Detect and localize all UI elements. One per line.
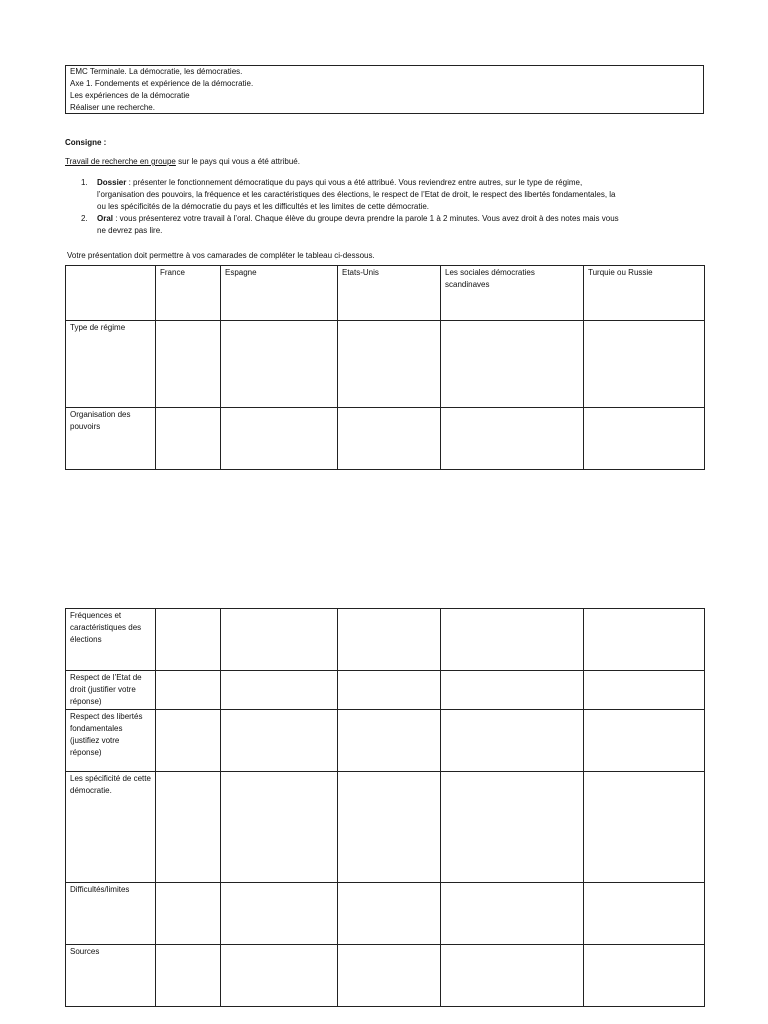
table-cell[interactable] bbox=[221, 710, 338, 772]
table-cell[interactable] bbox=[441, 945, 584, 1007]
row-label: Respect des libertés fondamentales (justifiez votre réponse) bbox=[66, 710, 156, 772]
intro-underlined: Travail de recherche en groupe bbox=[65, 157, 176, 166]
table-cell[interactable] bbox=[441, 609, 584, 671]
row-label: Difficultés/limites bbox=[66, 883, 156, 945]
table-cell[interactable] bbox=[584, 772, 705, 883]
table-cell[interactable] bbox=[441, 408, 584, 470]
table-cell[interactable] bbox=[338, 671, 441, 710]
item-line: ne devrez pas lire. bbox=[97, 226, 163, 235]
table-row bbox=[66, 671, 705, 710]
table-cell[interactable] bbox=[221, 321, 338, 408]
table-cell[interactable] bbox=[156, 710, 221, 772]
table-cell[interactable] bbox=[156, 945, 221, 1007]
table-cell[interactable] bbox=[584, 321, 705, 408]
table-cell[interactable] bbox=[441, 883, 584, 945]
table-cell[interactable] bbox=[156, 609, 221, 671]
item-line: : présenter le fonctionnement démocratique du pays qui vous a été attribué. Vous reviendrez entre autres, sur le type de régime, bbox=[126, 178, 583, 187]
consigne-label: Consigne : bbox=[65, 138, 107, 147]
table-row bbox=[66, 609, 705, 671]
header-cell: Espagne bbox=[221, 266, 338, 321]
table-row bbox=[66, 945, 705, 1007]
table-row bbox=[66, 710, 705, 772]
header-cell: Les sociales démocraties scandinaves bbox=[441, 266, 584, 321]
item-line: ou les spécificités de la démocratie du pays et les difficultés et les limites de cette démocratie. bbox=[97, 202, 430, 211]
table-cell[interactable] bbox=[584, 883, 705, 945]
intro-rest: sur le pays qui vous a été attribué. bbox=[175, 157, 300, 166]
table-cell[interactable] bbox=[338, 883, 441, 945]
table-cell[interactable] bbox=[441, 321, 584, 408]
row-label: Type de régime bbox=[66, 321, 156, 408]
table-cell[interactable] bbox=[221, 408, 338, 470]
header-line: EMC Terminale. La démocratie, les démocraties. bbox=[70, 67, 243, 76]
table-cell[interactable] bbox=[156, 321, 221, 408]
table-cell[interactable] bbox=[156, 883, 221, 945]
header-line: Les expériences de la démocratie bbox=[70, 91, 190, 100]
presentation-text: Votre présentation doit permettre à vos camarades de compléter le tableau ci-dessous. bbox=[67, 251, 375, 260]
table-cell[interactable] bbox=[221, 945, 338, 1007]
item-line: : vous présenterez votre travail à l’oral. Chaque élève du groupe devra prendre la parole 1 à 2 minutes. Vous avez droit à des notes mais vous bbox=[113, 214, 619, 223]
table-cell[interactable] bbox=[221, 883, 338, 945]
table-cell[interactable] bbox=[221, 671, 338, 710]
table-cell[interactable] bbox=[338, 772, 441, 883]
table-cell[interactable] bbox=[156, 408, 221, 470]
item-bold: Oral bbox=[97, 214, 114, 223]
list-item bbox=[81, 177, 701, 213]
table-row bbox=[66, 321, 705, 408]
table-cell[interactable] bbox=[338, 609, 441, 671]
instructions-list bbox=[81, 177, 701, 237]
table-row bbox=[66, 772, 705, 883]
intro-text bbox=[65, 156, 300, 168]
table-row bbox=[66, 883, 705, 945]
header-cell: Etats-Unis bbox=[338, 266, 441, 321]
header-box bbox=[65, 65, 704, 114]
table-header-row bbox=[66, 266, 705, 321]
row-label: Organisation des pouvoirs bbox=[66, 408, 156, 470]
table-cell[interactable] bbox=[584, 408, 705, 470]
table-cell[interactable] bbox=[584, 710, 705, 772]
row-label: Les spécificité de cette démocratie. bbox=[66, 772, 156, 883]
table-cell[interactable] bbox=[338, 321, 441, 408]
header-line: Axe 1. Fondements et expérience de la démocratie. bbox=[70, 79, 254, 88]
list-item bbox=[81, 213, 701, 237]
table-cell[interactable] bbox=[338, 408, 441, 470]
table-cell[interactable] bbox=[441, 671, 584, 710]
table-cell[interactable] bbox=[441, 772, 584, 883]
table-cell[interactable] bbox=[156, 772, 221, 883]
table-cell[interactable] bbox=[156, 671, 221, 710]
header-line: Réaliser une recherche. bbox=[70, 103, 155, 112]
header-cell: France bbox=[156, 266, 221, 321]
item-number: 1. bbox=[81, 178, 88, 187]
table-row bbox=[66, 408, 705, 470]
table-cell[interactable] bbox=[441, 710, 584, 772]
row-label: Fréquences et caractéristiques des élections bbox=[66, 609, 156, 671]
comparison-table-part2 bbox=[65, 608, 705, 1007]
table-cell[interactable] bbox=[338, 945, 441, 1007]
item-bold: Dossier bbox=[97, 178, 127, 187]
table-cell[interactable] bbox=[584, 671, 705, 710]
header-cell: Turquie ou Russie bbox=[584, 266, 705, 321]
item-number: 2. bbox=[81, 214, 88, 223]
comparison-table-part1 bbox=[65, 265, 705, 470]
table-cell[interactable] bbox=[338, 710, 441, 772]
table-cell[interactable] bbox=[221, 772, 338, 883]
table-cell[interactable] bbox=[221, 609, 338, 671]
header-cell bbox=[66, 266, 156, 321]
table-cell[interactable] bbox=[584, 609, 705, 671]
table-cell[interactable] bbox=[584, 945, 705, 1007]
item-line: l’organisation des pouvoirs, la fréquence et les caractéristiques des élections, le respect de l’Etat de droit, le respect des libertés fondamentales, la bbox=[97, 190, 616, 199]
row-label: Respect de l’Etat de droit (justifier votre réponse) bbox=[66, 671, 156, 710]
row-label: Sources bbox=[66, 945, 156, 1007]
